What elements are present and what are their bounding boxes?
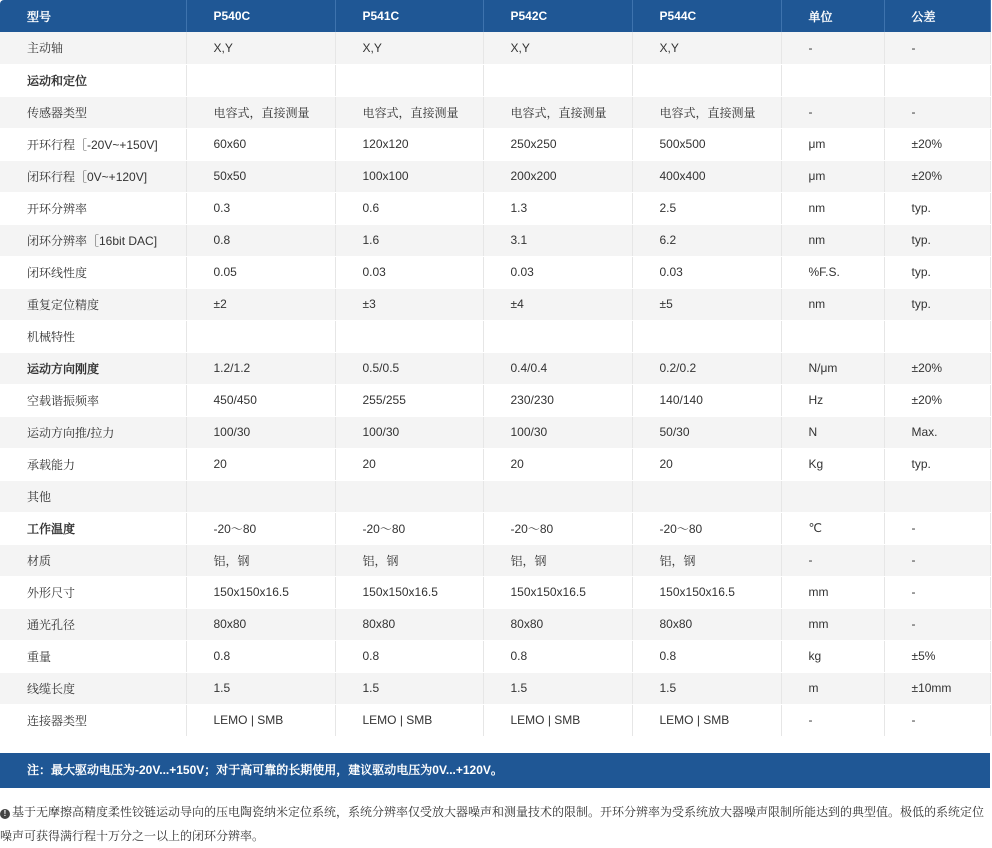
row-label-cell: 工作温度 xyxy=(0,512,186,544)
table-cell: 0.8 xyxy=(186,224,335,256)
table-cell: 100/30 xyxy=(335,416,483,448)
row-label-cell: 闭环行程［0V~+120V] xyxy=(0,160,186,192)
table-cell xyxy=(186,480,335,512)
table-cell: Hz xyxy=(781,384,884,416)
table-cell: Max. xyxy=(884,416,990,448)
table-cell: 0.8 xyxy=(335,640,483,672)
row-label-cell: 传感器类型 xyxy=(0,96,186,128)
table-cell: 1.5 xyxy=(186,672,335,704)
row-label-cell: 闭环分辨率［16bit DAC] xyxy=(0,224,186,256)
table-cell: 400x400 xyxy=(632,160,781,192)
table-cell: -20～80 xyxy=(632,512,781,544)
table-cell: -20～80 xyxy=(186,512,335,544)
table-cell: mm xyxy=(781,608,884,640)
spec-table-body xyxy=(0,32,990,736)
table-cell: ±20% xyxy=(884,160,990,192)
table-cell xyxy=(335,64,483,96)
table-cell: - xyxy=(884,608,990,640)
table-cell: - xyxy=(884,576,990,608)
table-cell: - xyxy=(884,32,990,64)
table-cell: ±20% xyxy=(884,352,990,384)
table-row xyxy=(0,320,990,352)
table-row xyxy=(0,64,990,96)
table-cell: 150x150x16.5 xyxy=(335,576,483,608)
header-cell-p540c: P540C xyxy=(186,0,335,32)
table-cell: μm xyxy=(781,128,884,160)
row-label-cell: 外形尺寸 xyxy=(0,576,186,608)
table-cell xyxy=(781,320,884,352)
table-cell: -20～80 xyxy=(335,512,483,544)
table-cell: 电容式，直接测量 xyxy=(335,96,483,128)
table-row xyxy=(0,448,990,480)
table-cell: ±10mm xyxy=(884,672,990,704)
table-cell: ±20% xyxy=(884,384,990,416)
row-label-cell: 连接器类型 xyxy=(0,704,186,736)
table-cell: 3.1 xyxy=(483,224,632,256)
row-label-cell: 开环行程［-20V~+150V] xyxy=(0,128,186,160)
table-cell: 80x80 xyxy=(186,608,335,640)
table-cell: μm xyxy=(781,160,884,192)
table-cell: %F.S. xyxy=(781,256,884,288)
header-cell-p541c: P541C xyxy=(335,0,483,32)
table-cell: X,Y xyxy=(483,32,632,64)
table-cell: 150x150x16.5 xyxy=(483,576,632,608)
footnote-text: 基于无摩擦高精度柔性铰链运动导向的压电陶瓷纳米定位系统，系统分辨率仅受放大器噪声和测量技术的限制。开环分辨率为受系统放大器噪声限制所能达到的典型值。极低的系统定位噪声可获得满行程十万分之一以上的闭环分辨率。 xyxy=(0,805,985,843)
table-row xyxy=(0,160,990,192)
table-cell: - xyxy=(781,32,884,64)
table-row xyxy=(0,608,990,640)
table-cell: 0.3 xyxy=(186,192,335,224)
table-cell xyxy=(335,480,483,512)
drive-voltage-note: 注：最大驱动电压为-20V...+150V；对于高可靠的长期使用，建议驱动电压为0V...+120V。 xyxy=(0,753,990,788)
table-row xyxy=(0,704,990,736)
table-row xyxy=(0,224,990,256)
table-cell: 铝，钢 xyxy=(632,544,781,576)
table-cell: 140/140 xyxy=(632,384,781,416)
table-cell xyxy=(632,480,781,512)
table-row xyxy=(0,416,990,448)
table-cell xyxy=(884,320,990,352)
table-cell: LEMO | SMB xyxy=(186,704,335,736)
table-cell: nm xyxy=(781,224,884,256)
row-label-cell: 重量 xyxy=(0,640,186,672)
table-cell: X,Y xyxy=(186,32,335,64)
table-cell: 20 xyxy=(483,448,632,480)
table-cell xyxy=(335,320,483,352)
table-row xyxy=(0,352,990,384)
row-label-cell: 重复定位精度 xyxy=(0,288,186,320)
info-icon: ! xyxy=(0,809,10,819)
table-cell: nm xyxy=(781,288,884,320)
table-row xyxy=(0,256,990,288)
row-label-cell: 运动和定位 xyxy=(0,64,186,96)
table-cell: typ. xyxy=(884,288,990,320)
table-cell: - xyxy=(781,704,884,736)
table-cell: 50x50 xyxy=(186,160,335,192)
table-row xyxy=(0,640,990,672)
table-cell: mm xyxy=(781,576,884,608)
table-cell: 20 xyxy=(632,448,781,480)
table-cell: - xyxy=(781,544,884,576)
footnote xyxy=(0,800,990,848)
table-cell: 0.4/0.4 xyxy=(483,352,632,384)
table-cell: 250x250 xyxy=(483,128,632,160)
table-cell: - xyxy=(884,96,990,128)
table-row xyxy=(0,672,990,704)
table-row xyxy=(0,384,990,416)
table-cell: - xyxy=(884,544,990,576)
table-cell xyxy=(483,320,632,352)
table-cell: ±2 xyxy=(186,288,335,320)
row-label-cell: 通光孔径 xyxy=(0,608,186,640)
table-cell: 80x80 xyxy=(632,608,781,640)
table-cell: -20～80 xyxy=(483,512,632,544)
table-cell: typ. xyxy=(884,256,990,288)
table-cell: 0.8 xyxy=(186,640,335,672)
table-cell: 150x150x16.5 xyxy=(632,576,781,608)
row-label-cell: 材质 xyxy=(0,544,186,576)
table-cell: 0.03 xyxy=(632,256,781,288)
header-cell-unit: 单位 xyxy=(781,0,884,32)
table-cell xyxy=(632,320,781,352)
table-cell xyxy=(781,64,884,96)
table-cell xyxy=(884,480,990,512)
table-row xyxy=(0,512,990,544)
table-cell: typ. xyxy=(884,192,990,224)
table-cell: 1.5 xyxy=(632,672,781,704)
table-row xyxy=(0,576,990,608)
table-cell: 1.6 xyxy=(335,224,483,256)
table-cell: 1.5 xyxy=(335,672,483,704)
row-label-cell: 闭环线性度 xyxy=(0,256,186,288)
table-cell: 60x60 xyxy=(186,128,335,160)
table-cell: typ. xyxy=(884,224,990,256)
table-cell: 0.2/0.2 xyxy=(632,352,781,384)
table-cell: kg xyxy=(781,640,884,672)
row-label-cell: 运动方向刚度 xyxy=(0,352,186,384)
table-row xyxy=(0,544,990,576)
table-cell: 0.03 xyxy=(335,256,483,288)
table-cell xyxy=(884,64,990,96)
table-cell: ±3 xyxy=(335,288,483,320)
table-cell: 500x500 xyxy=(632,128,781,160)
table-cell xyxy=(186,64,335,96)
table-cell: ℃ xyxy=(781,512,884,544)
table-cell: nm xyxy=(781,192,884,224)
table-cell: 电容式，直接测量 xyxy=(186,96,335,128)
table-cell: ±4 xyxy=(483,288,632,320)
table-cell: N xyxy=(781,416,884,448)
table-cell: 20 xyxy=(335,448,483,480)
table-cell: 铝，钢 xyxy=(335,544,483,576)
row-label-cell: 线缆长度 xyxy=(0,672,186,704)
row-label-cell: 机械特性 xyxy=(0,320,186,352)
table-cell: 80x80 xyxy=(335,608,483,640)
table-cell: 20 xyxy=(186,448,335,480)
table-row xyxy=(0,96,990,128)
table-cell: - xyxy=(884,512,990,544)
table-cell: Kg xyxy=(781,448,884,480)
header-cell-model: 型号 xyxy=(0,0,186,32)
table-cell: - xyxy=(884,704,990,736)
row-label-cell: 其他 xyxy=(0,480,186,512)
table-cell: 0.8 xyxy=(632,640,781,672)
table-cell: 电容式，直接测量 xyxy=(632,96,781,128)
table-cell: LEMO | SMB xyxy=(632,704,781,736)
table-cell: ±20% xyxy=(884,128,990,160)
table-cell: 150x150x16.5 xyxy=(186,576,335,608)
table-cell: 铝，钢 xyxy=(186,544,335,576)
table-cell: 0.6 xyxy=(335,192,483,224)
table-cell: - xyxy=(781,96,884,128)
table-cell: 80x80 xyxy=(483,608,632,640)
row-label-cell: 主动轴 xyxy=(0,32,186,64)
table-cell: X,Y xyxy=(632,32,781,64)
table-row xyxy=(0,192,990,224)
table-cell: 230/230 xyxy=(483,384,632,416)
header-cell-p542c: P542C xyxy=(483,0,632,32)
table-cell: 1.3 xyxy=(483,192,632,224)
table-cell: 0.5/0.5 xyxy=(335,352,483,384)
table-cell xyxy=(781,480,884,512)
table-cell: N/μm xyxy=(781,352,884,384)
table-cell: ±5% xyxy=(884,640,990,672)
table-cell: 200x200 xyxy=(483,160,632,192)
table-cell: X,Y xyxy=(335,32,483,64)
table-cell xyxy=(483,64,632,96)
table-cell: 2.5 xyxy=(632,192,781,224)
table-cell xyxy=(186,320,335,352)
table-row xyxy=(0,32,990,64)
table-cell: 100x100 xyxy=(335,160,483,192)
table-cell: 0.05 xyxy=(186,256,335,288)
table-cell: 450/450 xyxy=(186,384,335,416)
table-cell: 1.2/1.2 xyxy=(186,352,335,384)
table-cell: ±5 xyxy=(632,288,781,320)
table-cell: 电容式，直接测量 xyxy=(483,96,632,128)
table-cell: 6.2 xyxy=(632,224,781,256)
table-cell: 100/30 xyxy=(186,416,335,448)
table-cell: m xyxy=(781,672,884,704)
header-cell-tolerance: 公差 xyxy=(884,0,990,32)
table-cell: LEMO | SMB xyxy=(335,704,483,736)
table-cell xyxy=(483,480,632,512)
table-cell: 255/255 xyxy=(335,384,483,416)
table-cell: 1.5 xyxy=(483,672,632,704)
table-cell: 0.03 xyxy=(483,256,632,288)
row-label-cell: 开环分辨率 xyxy=(0,192,186,224)
table-header-row xyxy=(0,0,990,32)
row-label-cell: 运动方向推/拉力 xyxy=(0,416,186,448)
table-cell: 120x120 xyxy=(335,128,483,160)
table-cell: 0.8 xyxy=(483,640,632,672)
row-label-cell: 承载能力 xyxy=(0,448,186,480)
table-cell: 100/30 xyxy=(483,416,632,448)
table-row xyxy=(0,288,990,320)
table-cell: 50/30 xyxy=(632,416,781,448)
table-row xyxy=(0,128,990,160)
header-cell-p544c: P544C xyxy=(632,0,781,32)
table-cell: 铝，钢 xyxy=(483,544,632,576)
table-cell: typ. xyxy=(884,448,990,480)
row-label-cell: 空载谐振频率 xyxy=(0,384,186,416)
table-cell xyxy=(632,64,781,96)
table-row xyxy=(0,480,990,512)
table-cell: LEMO | SMB xyxy=(483,704,632,736)
